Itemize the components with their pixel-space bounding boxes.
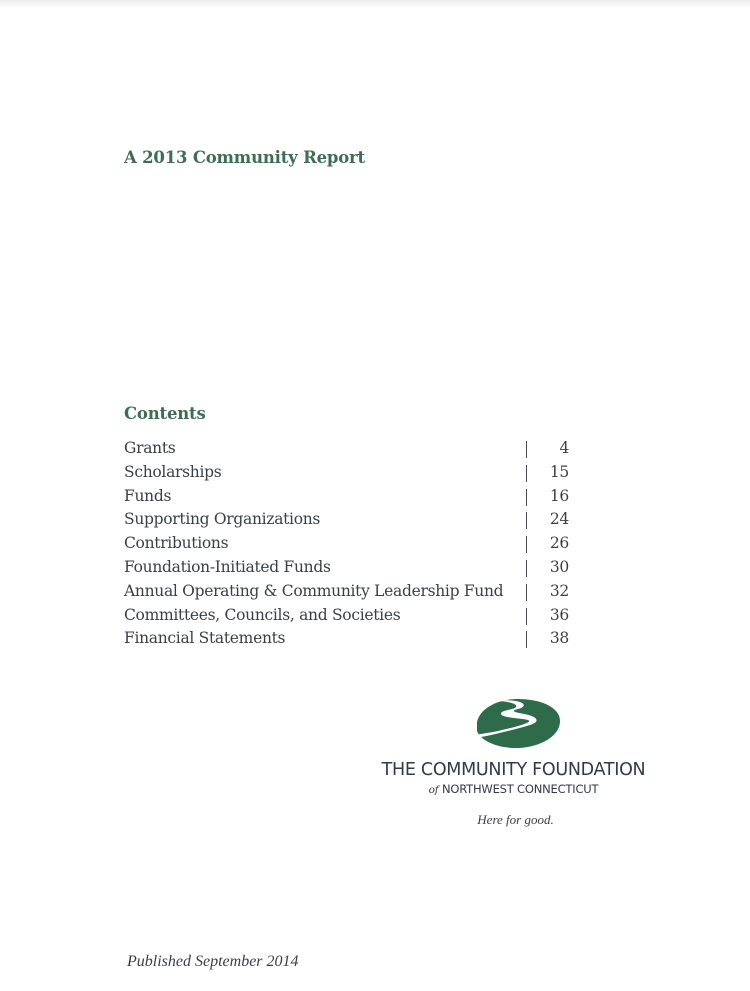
- toc-separator: [526, 608, 527, 625]
- toc-separator: [526, 536, 527, 553]
- toc-label: Scholarships: [124, 462, 222, 481]
- toc-separator: [526, 631, 527, 648]
- toc-page-number: 36: [549, 605, 569, 624]
- toc-row-foundation-initiated-funds[interactable]: [124, 556, 584, 580]
- toc-label: Financial Statements: [124, 629, 286, 648]
- contents-heading: Contents: [124, 404, 206, 423]
- toc-row-contributions[interactable]: [124, 532, 584, 556]
- organization-subtitle: [372, 782, 655, 796]
- toc-page-number: 32: [549, 581, 569, 600]
- toc-separator: [526, 465, 527, 482]
- toc-label: Foundation-Initiated Funds: [124, 557, 331, 576]
- river-oval-logo-icon: [474, 698, 562, 750]
- organization-tagline: Here for good.: [477, 812, 554, 827]
- toc-row-supporting-organizations[interactable]: [124, 508, 584, 532]
- toc-page-number: 15: [549, 462, 569, 481]
- toc-page-number: 16: [549, 486, 569, 505]
- toc-label: Funds: [124, 486, 172, 505]
- toc-row-annual-operating-fund[interactable]: [124, 580, 584, 604]
- toc-page-number: 38: [549, 629, 569, 648]
- toc-row-scholarships[interactable]: [124, 461, 584, 485]
- toc-row-financial-statements[interactable]: [124, 627, 584, 651]
- toc-page-number: 4: [559, 439, 569, 457]
- organization-subtitle-prefix: of: [428, 784, 439, 796]
- toc-separator: [526, 489, 527, 506]
- page-top-shadow: [0, 0, 750, 8]
- toc-label: Committees, Councils, and Societies: [124, 605, 401, 624]
- toc-separator: [526, 560, 527, 577]
- published-date: Published September 2014: [127, 953, 299, 970]
- toc-label: Annual Operating & Community Leadership Fund: [124, 581, 504, 600]
- toc-label: Contributions: [124, 534, 229, 553]
- toc-row-funds[interactable]: [124, 485, 584, 509]
- toc-separator: [526, 584, 527, 601]
- toc-label: Grants: [124, 439, 176, 457]
- toc-separator: [526, 512, 527, 529]
- toc-separator: [526, 441, 527, 458]
- table-of-contents: [124, 437, 584, 651]
- toc-page-number: 24: [549, 510, 569, 529]
- toc-row-grants[interactable]: [124, 437, 584, 461]
- organization-name: THE COMMUNITY FOUNDATION: [381, 760, 646, 780]
- toc-label: Supporting Organizations: [124, 510, 321, 529]
- toc-page-number: 26: [549, 534, 569, 553]
- toc-page-number: 30: [549, 557, 569, 576]
- report-title: A 2013 Community Report: [124, 148, 365, 167]
- organization-subtitle-name: NORTHWEST CONNECTICUT: [441, 782, 599, 796]
- toc-row-committees[interactable]: [124, 604, 584, 628]
